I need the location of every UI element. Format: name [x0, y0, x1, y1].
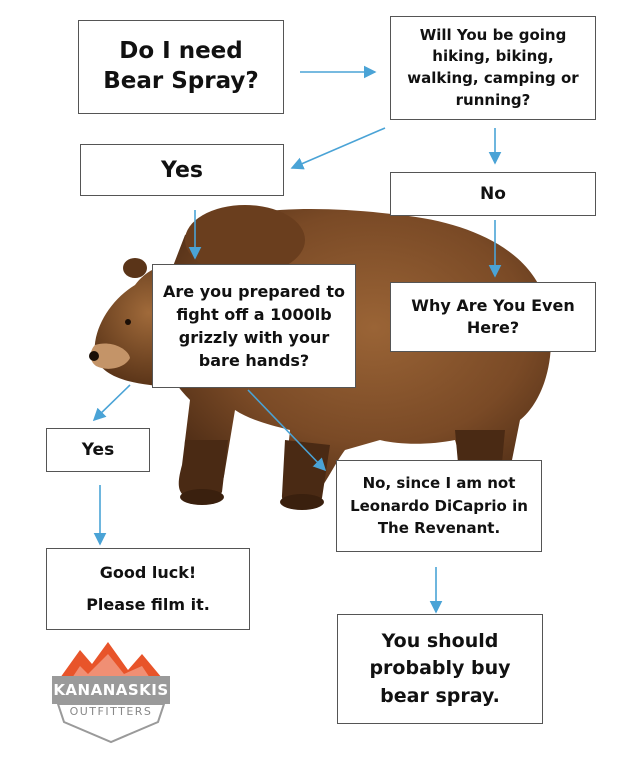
arrow-fight-to-no: [248, 390, 325, 470]
activity-question-box: [390, 16, 596, 120]
yes-2-text: Yes: [81, 440, 115, 460]
no-box-1: [390, 172, 596, 216]
good-luck-box: [46, 548, 250, 630]
yes-1-text: Yes: [161, 157, 203, 183]
yes-box-2: [46, 428, 150, 472]
yes-box-1: [80, 144, 284, 196]
start-box: [78, 20, 284, 114]
start-text: Do I need Bear Spray?: [103, 38, 259, 94]
logo-name: KANANASKIS: [53, 681, 169, 699]
fight-question-box: [152, 264, 356, 388]
activity-question-text: Will You be going hiking, biking, walking, camping or running?: [407, 25, 579, 109]
fight-question-text: Are you prepared to fight off a 1000lb grizzly with your bare hands?: [163, 281, 345, 371]
good-luck-text: Good luck!: [99, 562, 197, 582]
no-1-text: No: [480, 184, 506, 204]
arrow-question-to-yes: [292, 128, 385, 168]
no-box-2: [336, 460, 542, 552]
arrow-fight-to-yes: [94, 385, 130, 420]
why-here-text: Why Are You Even Here?: [411, 295, 575, 337]
film-it-text: Please film it.: [86, 595, 210, 614]
buy-spray-box: [337, 614, 543, 724]
logo-sub: OUTFITTERS: [69, 705, 153, 718]
no-2-text: No, since I am not Leonardo DiCaprio in The Revenant.: [350, 474, 528, 538]
buy-spray-text: You should probably buy bear spray.: [369, 629, 511, 707]
why-here-box: [390, 282, 596, 352]
